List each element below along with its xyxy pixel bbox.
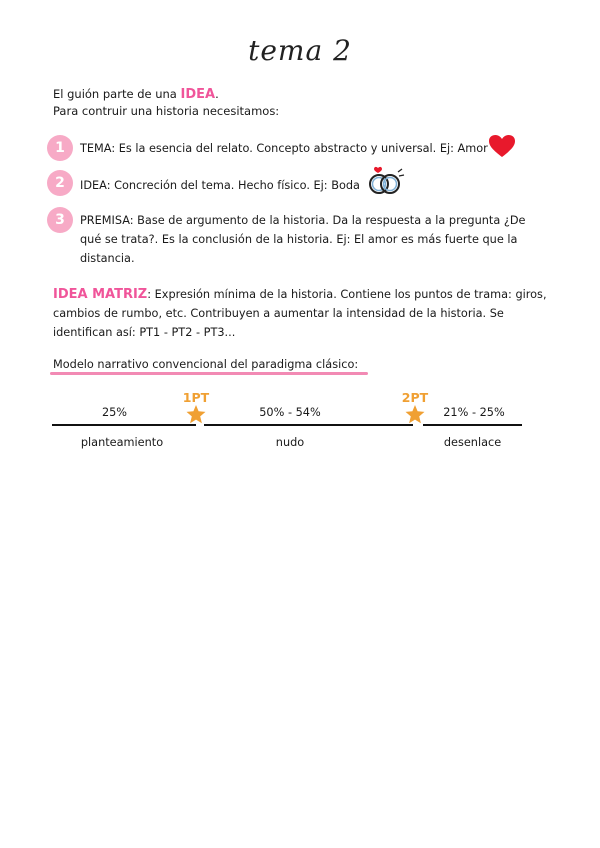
heart-icon bbox=[488, 134, 516, 158]
segment-percent: 21% - 25% bbox=[443, 406, 505, 419]
idea-matriz-text: : Expresión mínima de la historia. Contiene los puntos de trama: giros, cambios de rumbo, etc. Contribuyen a aumentar la intensidad de la historia. Se identifican así: PT1 - PT2 - PT3... bbox=[53, 288, 547, 339]
page-title: tema 2 bbox=[248, 34, 352, 67]
timeline-segment-1 bbox=[52, 424, 196, 426]
model-title: Modelo narrativo convencional del paradigma clásico: bbox=[53, 358, 359, 371]
number-badge: 2 bbox=[47, 170, 73, 196]
segment-percent: 50% - 54% bbox=[259, 406, 321, 419]
segment-label: nudo bbox=[275, 436, 305, 449]
intro-line1-suffix: . bbox=[215, 87, 219, 101]
model-title-underline bbox=[50, 372, 368, 375]
idea-highlight: IDEA bbox=[180, 87, 216, 102]
intro-text bbox=[53, 86, 279, 120]
item-text: IDEA: Concreción del tema. Hecho físico. Ej: Boda bbox=[80, 179, 360, 192]
star-icon bbox=[186, 405, 206, 424]
segment-percent: 25% bbox=[101, 406, 128, 419]
star-icon bbox=[405, 405, 425, 424]
idea-matriz-paragraph bbox=[53, 285, 553, 342]
item-text: TEMA: Es la esencia del relato. Concepto abstracto y universal. Ej: Amor bbox=[80, 142, 488, 155]
timeline-segment-2 bbox=[204, 424, 413, 426]
segment-label: desenlace bbox=[443, 436, 502, 449]
number-badge: 1 bbox=[47, 135, 73, 161]
plot-point-label: 1PT bbox=[182, 390, 210, 405]
idea-matriz-label: IDEA MATRIZ bbox=[53, 287, 148, 302]
plot-point-label: 2PT bbox=[401, 390, 429, 405]
timeline-segment-3 bbox=[423, 424, 522, 426]
item-text: PREMISA: Base de argumento de la historia. Da la respuesta a la pregunta ¿De qué se trata?. Es la conclusión de la historia. Ej: El amor es más fuerte que la distancia. bbox=[80, 214, 526, 265]
wedding-rings-icon bbox=[366, 162, 406, 198]
intro-line2: Para contruir una historia necesitamos: bbox=[53, 104, 280, 118]
intro-line1-prefix: El guión parte de una bbox=[53, 87, 181, 101]
segment-label: planteamiento bbox=[80, 436, 164, 449]
number-badge: 3 bbox=[47, 207, 73, 233]
